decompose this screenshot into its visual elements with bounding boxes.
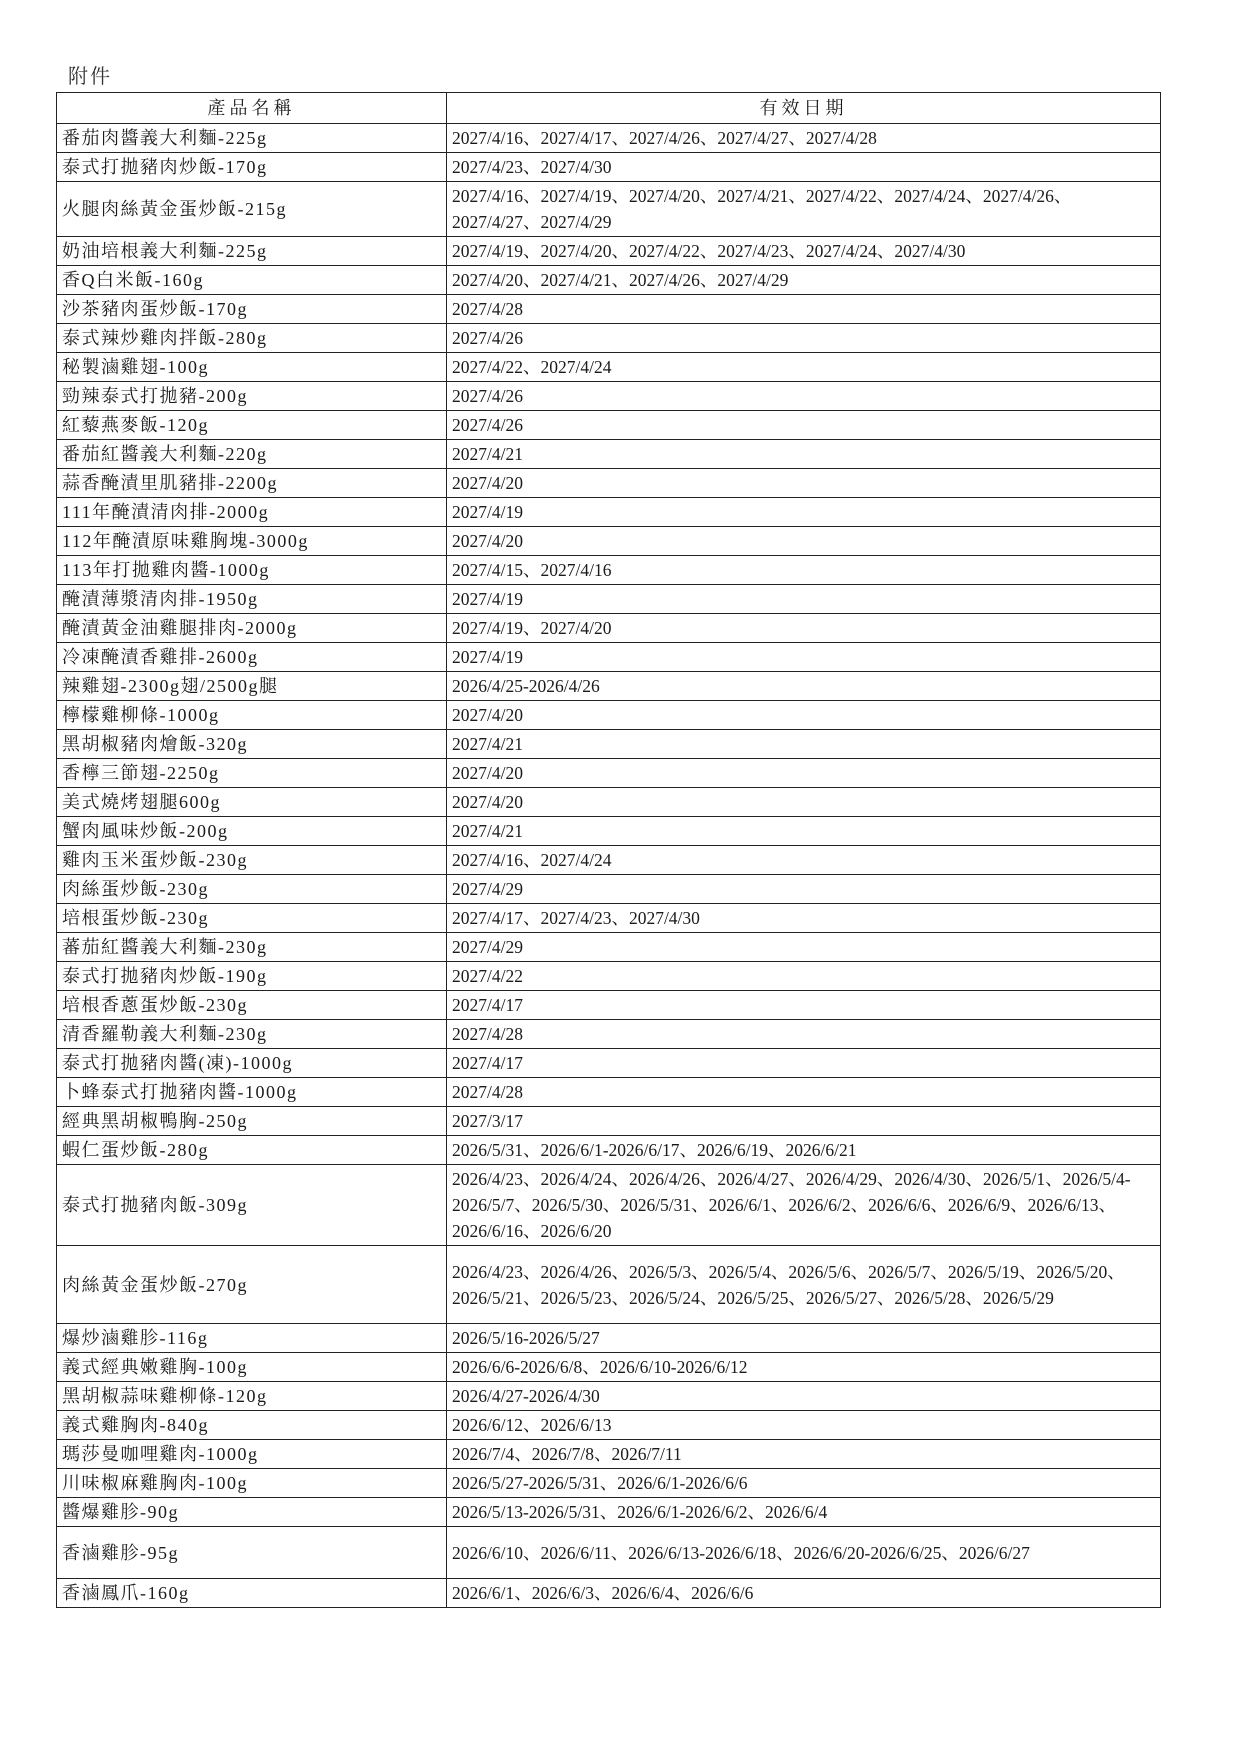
product-name-cell: 紅藜燕麥飯-120g bbox=[57, 411, 447, 440]
expiry-dates-cell: 2027/4/17 bbox=[447, 1049, 1161, 1078]
table-row bbox=[57, 1049, 1161, 1078]
table-row bbox=[57, 1579, 1161, 1608]
table-row bbox=[57, 759, 1161, 788]
product-name-cell: 雞肉玉米蛋炒飯-230g bbox=[57, 846, 447, 875]
table-row bbox=[57, 353, 1161, 382]
header-product-name: 產品名稱 bbox=[57, 93, 447, 124]
expiry-dates-cell: 2027/4/17、2027/4/23、2027/4/30 bbox=[447, 904, 1161, 933]
table-row bbox=[57, 182, 1161, 237]
table-row bbox=[57, 614, 1161, 643]
expiry-dates-cell: 2027/4/19 bbox=[447, 498, 1161, 527]
table-row bbox=[57, 1165, 1161, 1246]
expiry-dates-cell: 2026/6/1、2026/6/3、2026/6/4、2026/6/6 bbox=[447, 1579, 1161, 1608]
table-row bbox=[57, 962, 1161, 991]
product-name-cell: 番茄肉醬義大利麵-225g bbox=[57, 124, 447, 153]
table-row bbox=[57, 1107, 1161, 1136]
product-name-cell: 奶油培根義大利麵-225g bbox=[57, 237, 447, 266]
table-row bbox=[57, 237, 1161, 266]
product-name-cell: 香滷雞胗-95g bbox=[57, 1527, 447, 1579]
product-name-cell: 川味椒麻雞胸肉-100g bbox=[57, 1469, 447, 1498]
expiry-dates-cell: 2027/4/20 bbox=[447, 701, 1161, 730]
expiry-dates-cell: 2027/4/22、2027/4/24 bbox=[447, 353, 1161, 382]
expiry-dates-cell: 2026/5/16-2026/5/27 bbox=[447, 1324, 1161, 1353]
product-name-cell: 火腿肉絲黃金蛋炒飯-215g bbox=[57, 182, 447, 237]
expiry-dates-cell: 2027/4/22 bbox=[447, 962, 1161, 991]
expiry-dates-cell: 2027/4/21 bbox=[447, 817, 1161, 846]
table-row bbox=[57, 153, 1161, 182]
product-name-cell: 113年打拋雞肉醬-1000g bbox=[57, 556, 447, 585]
product-expiry-table bbox=[56, 92, 1161, 1608]
expiry-dates-cell: 2027/4/15、2027/4/16 bbox=[447, 556, 1161, 585]
expiry-dates-cell: 2026/4/27-2026/4/30 bbox=[447, 1382, 1161, 1411]
product-name-cell: 111年醃漬清肉排-2000g bbox=[57, 498, 447, 527]
expiry-dates-cell: 2027/4/20 bbox=[447, 527, 1161, 556]
product-name-cell: 卜蜂泰式打拋豬肉醬-1000g bbox=[57, 1078, 447, 1107]
table-row bbox=[57, 527, 1161, 556]
expiry-dates-cell: 2026/7/4、2026/7/8、2026/7/11 bbox=[447, 1440, 1161, 1469]
product-name-cell: 瑪莎曼咖哩雞肉-1000g bbox=[57, 1440, 447, 1469]
product-name-cell: 醃漬黃金油雞腿排肉-2000g bbox=[57, 614, 447, 643]
table-row bbox=[57, 1527, 1161, 1579]
expiry-dates-cell: 2026/6/12、2026/6/13 bbox=[447, 1411, 1161, 1440]
table-row bbox=[57, 1078, 1161, 1107]
table-row bbox=[57, 1246, 1161, 1324]
product-name-cell: 泰式打拋豬肉醬(凍)-1000g bbox=[57, 1049, 447, 1078]
product-name-cell: 辣雞翅-2300g翅/2500g腿 bbox=[57, 672, 447, 701]
expiry-dates-cell: 2027/3/17 bbox=[447, 1107, 1161, 1136]
product-name-cell: 蕃茄紅醬義大利麵-230g bbox=[57, 933, 447, 962]
table-row bbox=[57, 846, 1161, 875]
product-name-cell: 112年醃漬原味雞胸塊-3000g bbox=[57, 527, 447, 556]
expiry-dates-cell: 2027/4/21 bbox=[447, 730, 1161, 759]
table-row bbox=[57, 643, 1161, 672]
table-row bbox=[57, 904, 1161, 933]
table-body bbox=[57, 124, 1161, 1608]
table-row bbox=[57, 469, 1161, 498]
expiry-dates-cell: 2026/5/31、2026/6/1-2026/6/17、2026/6/19、2026/6/21 bbox=[447, 1136, 1161, 1165]
expiry-dates-cell: 2027/4/19 bbox=[447, 585, 1161, 614]
table-row bbox=[57, 1353, 1161, 1382]
expiry-dates-cell: 2027/4/19、2027/4/20 bbox=[447, 614, 1161, 643]
product-name-cell: 番茄紅醬義大利麵-220g bbox=[57, 440, 447, 469]
product-name-cell: 清香羅勒義大利麵-230g bbox=[57, 1020, 447, 1049]
table-row bbox=[57, 498, 1161, 527]
product-name-cell: 泰式辣炒雞肉拌飯-280g bbox=[57, 324, 447, 353]
expiry-dates-cell: 2027/4/26 bbox=[447, 382, 1161, 411]
product-name-cell: 蟹肉風味炒飯-200g bbox=[57, 817, 447, 846]
expiry-dates-cell: 2027/4/19、2027/4/20、2027/4/22、2027/4/23、2027/4/24、2027/4/30 bbox=[447, 237, 1161, 266]
expiry-dates-cell: 2027/4/16、2027/4/24 bbox=[447, 846, 1161, 875]
expiry-dates-cell: 2026/6/10、2026/6/11、2026/6/13-2026/6/18、2026/6/20-2026/6/25、2026/6/27 bbox=[447, 1527, 1161, 1579]
product-name-cell: 培根香蔥蛋炒飯-230g bbox=[57, 991, 447, 1020]
expiry-dates-cell: 2027/4/20 bbox=[447, 788, 1161, 817]
product-name-cell: 蒜香醃漬里肌豬排-2200g bbox=[57, 469, 447, 498]
table-row bbox=[57, 295, 1161, 324]
table-row bbox=[57, 1440, 1161, 1469]
table-row bbox=[57, 1020, 1161, 1049]
product-name-cell: 黑胡椒豬肉燴飯-320g bbox=[57, 730, 447, 759]
product-name-cell: 香滷鳳爪-160g bbox=[57, 1579, 447, 1608]
product-name-cell: 香檸三節翅-2250g bbox=[57, 759, 447, 788]
expiry-dates-cell: 2026/5/27-2026/5/31、2026/6/1-2026/6/6 bbox=[447, 1469, 1161, 1498]
table-row bbox=[57, 701, 1161, 730]
header-expiry-date: 有效日期 bbox=[447, 93, 1161, 124]
expiry-dates-cell: 2027/4/28 bbox=[447, 1078, 1161, 1107]
expiry-dates-cell: 2026/5/13-2026/5/31、2026/6/1-2026/6/2、2026/6/4 bbox=[447, 1498, 1161, 1527]
product-name-cell: 爆炒滷雞胗-116g bbox=[57, 1324, 447, 1353]
product-name-cell: 肉絲黃金蛋炒飯-270g bbox=[57, 1246, 447, 1324]
table-row bbox=[57, 556, 1161, 585]
product-name-cell: 泰式打拋豬肉炒飯-170g bbox=[57, 153, 447, 182]
product-name-cell: 勁辣泰式打拋豬-200g bbox=[57, 382, 447, 411]
table-row bbox=[57, 817, 1161, 846]
expiry-dates-cell: 2026/4/23、2026/4/24、2026/4/26、2026/4/27、2026/4/29、2026/4/30、2026/5/1、2026/5/4-2026/5/7、2026/5/30、2026/5/31、2026/6/1、2026/6/2、2026/6/6、2026/6/9、2026/6/13、2026/6/16、2026/6/20 bbox=[447, 1165, 1161, 1246]
expiry-dates-cell: 2027/4/20 bbox=[447, 759, 1161, 788]
table-row bbox=[57, 440, 1161, 469]
table-row bbox=[57, 730, 1161, 759]
product-name-cell: 泰式打拋豬肉炒飯-190g bbox=[57, 962, 447, 991]
product-name-cell: 義式雞胸肉-840g bbox=[57, 1411, 447, 1440]
product-name-cell: 義式經典嫩雞胸-100g bbox=[57, 1353, 447, 1382]
expiry-dates-cell: 2027/4/28 bbox=[447, 295, 1161, 324]
table-header-row bbox=[57, 93, 1161, 124]
product-name-cell: 秘製滷雞翅-100g bbox=[57, 353, 447, 382]
table-row bbox=[57, 933, 1161, 962]
product-name-cell: 培根蛋炒飯-230g bbox=[57, 904, 447, 933]
expiry-dates-cell: 2027/4/20 bbox=[447, 469, 1161, 498]
product-name-cell: 泰式打拋豬肉飯-309g bbox=[57, 1165, 447, 1246]
expiry-dates-cell: 2027/4/16、2027/4/19、2027/4/20、2027/4/21、2027/4/22、2027/4/24、2027/4/26、2027/4/27、2027/4/29 bbox=[447, 182, 1161, 237]
expiry-dates-cell: 2027/4/26 bbox=[447, 411, 1161, 440]
product-name-cell: 肉絲蛋炒飯-230g bbox=[57, 875, 447, 904]
product-name-cell: 蝦仁蛋炒飯-280g bbox=[57, 1136, 447, 1165]
table-row bbox=[57, 1469, 1161, 1498]
table-row bbox=[57, 324, 1161, 353]
product-name-cell: 香Q白米飯-160g bbox=[57, 266, 447, 295]
table-row bbox=[57, 266, 1161, 295]
table-row bbox=[57, 124, 1161, 153]
table-row bbox=[57, 1411, 1161, 1440]
table-row bbox=[57, 585, 1161, 614]
table-row bbox=[57, 1382, 1161, 1411]
expiry-dates-cell: 2026/6/6-2026/6/8、2026/6/10-2026/6/12 bbox=[447, 1353, 1161, 1382]
expiry-dates-cell: 2027/4/26 bbox=[447, 324, 1161, 353]
expiry-dates-cell: 2026/4/23、2026/4/26、2026/5/3、2026/5/4、2026/5/6、2026/5/7、2026/5/19、2026/5/20、2026/5/21、2026/5/23、2026/5/24、2026/5/25、2026/5/27、2026/5/28、2026/5/29 bbox=[447, 1246, 1161, 1324]
product-name-cell: 醃漬薄漿清肉排-1950g bbox=[57, 585, 447, 614]
expiry-dates-cell: 2027/4/16、2027/4/17、2027/4/26、2027/4/27、2027/4/28 bbox=[447, 124, 1161, 153]
table-row bbox=[57, 672, 1161, 701]
expiry-dates-cell: 2027/4/21 bbox=[447, 440, 1161, 469]
table-row bbox=[57, 1498, 1161, 1527]
product-name-cell: 經典黑胡椒鴨胸-250g bbox=[57, 1107, 447, 1136]
table-row bbox=[57, 875, 1161, 904]
expiry-dates-cell: 2027/4/28 bbox=[447, 1020, 1161, 1049]
product-name-cell: 檸檬雞柳條-1000g bbox=[57, 701, 447, 730]
product-name-cell: 美式燒烤翅腿600g bbox=[57, 788, 447, 817]
table-row bbox=[57, 411, 1161, 440]
expiry-dates-cell: 2027/4/19 bbox=[447, 643, 1161, 672]
product-name-cell: 醬爆雞胗-90g bbox=[57, 1498, 447, 1527]
expiry-dates-cell: 2026/4/25-2026/4/26 bbox=[447, 672, 1161, 701]
expiry-dates-cell: 2027/4/29 bbox=[447, 875, 1161, 904]
expiry-dates-cell: 2027/4/17 bbox=[447, 991, 1161, 1020]
attachment-label: 附件 bbox=[68, 66, 112, 88]
expiry-dates-cell: 2027/4/20、2027/4/21、2027/4/26、2027/4/29 bbox=[447, 266, 1161, 295]
product-name-cell: 黑胡椒蒜味雞柳條-120g bbox=[57, 1382, 447, 1411]
table-row bbox=[57, 1136, 1161, 1165]
table-row bbox=[57, 788, 1161, 817]
product-name-cell: 冷凍醃漬香雞排-2600g bbox=[57, 643, 447, 672]
table-row bbox=[57, 991, 1161, 1020]
expiry-dates-cell: 2027/4/29 bbox=[447, 933, 1161, 962]
table-row bbox=[57, 382, 1161, 411]
product-name-cell: 沙茶豬肉蛋炒飯-170g bbox=[57, 295, 447, 324]
expiry-dates-cell: 2027/4/23、2027/4/30 bbox=[447, 153, 1161, 182]
table-row bbox=[57, 1324, 1161, 1353]
